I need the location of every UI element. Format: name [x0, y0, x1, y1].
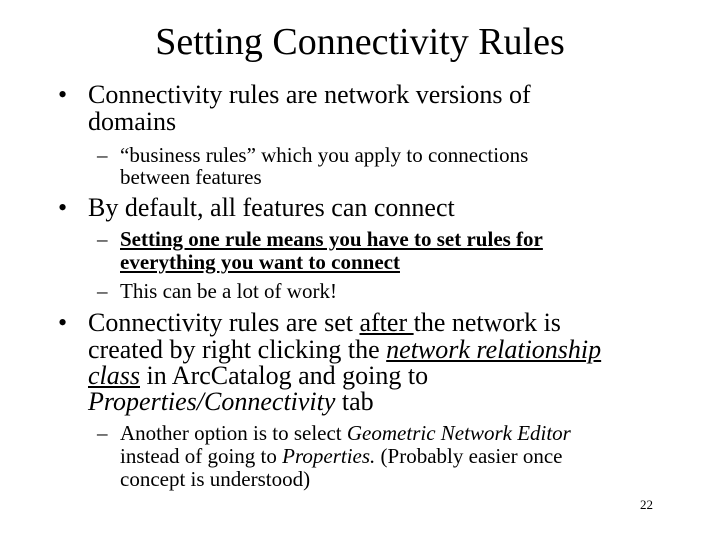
bullet-1-sub-1-line-2: between features: [120, 165, 262, 189]
bullet-3-sub-1-line-1: [120, 421, 660, 445]
bullet-3-line-4-text: tab: [335, 387, 374, 416]
bullet-2-sub-1-line-1: Setting one rule means you have to set rules for: [120, 227, 543, 251]
bullet-2-sub-1-line-2: everything you want to connect: [120, 250, 400, 274]
bullet-marker: •: [58, 308, 68, 337]
bullet-3-line-1-rest: the network is: [413, 308, 561, 337]
bullet-marker: •: [58, 193, 68, 222]
dash-marker: –: [97, 143, 108, 167]
geometric-network-editor-term: Geometric Network Editor: [346, 421, 571, 445]
bullet-3-line-2: [88, 337, 668, 363]
bullet-3-line-4: [88, 389, 668, 415]
bullet-3-sub-1-line-2: [120, 444, 660, 468]
bullet-3-sub-1-line-3: concept is understood): [120, 467, 311, 491]
bullet-3-line-2-text: created by right clicking the: [88, 335, 387, 364]
bullet-2-line-1: By default, all features can connect: [88, 193, 455, 222]
properties-connectivity-term: Properties/Connectivity: [88, 387, 336, 416]
bullet-1-line-2: domains: [88, 107, 177, 136]
bullet-1-sub-1-line-1: “business rules” which you apply to connections: [120, 143, 529, 167]
bullet-2-sub-2-line-1: This can be a lot of work!: [120, 279, 337, 303]
bullet-3-line-3: [88, 363, 668, 389]
bullet-3-sub-1-line-1-text: Another option is to select: [120, 421, 347, 445]
properties-term: Properties.: [282, 444, 376, 468]
bullet-1-line-1: Connectivity rules are network versions of: [88, 80, 531, 109]
underlined-after: after: [359, 308, 414, 337]
bullet-marker: •: [58, 80, 68, 109]
bullet-3-sub-1-line-2-text: instead of going to: [120, 444, 283, 468]
slide-title: Setting Connectivity Rules: [155, 21, 565, 63]
network-relationship-term: network relationship: [386, 335, 602, 364]
dash-marker: –: [97, 421, 108, 445]
bullet-3-line-1-text: Connectivity rules are set: [88, 308, 360, 337]
dash-marker: –: [97, 279, 108, 303]
class-term: class: [88, 361, 140, 390]
bullet-3-line-3-text: in ArcCatalog and going to: [140, 361, 429, 390]
bullet-3-sub-1-line-2-rest: (Probably easier once: [375, 444, 563, 468]
bullet-3-line-1: [88, 310, 668, 336]
page-number: 22: [640, 497, 653, 512]
dash-marker: –: [97, 227, 108, 251]
